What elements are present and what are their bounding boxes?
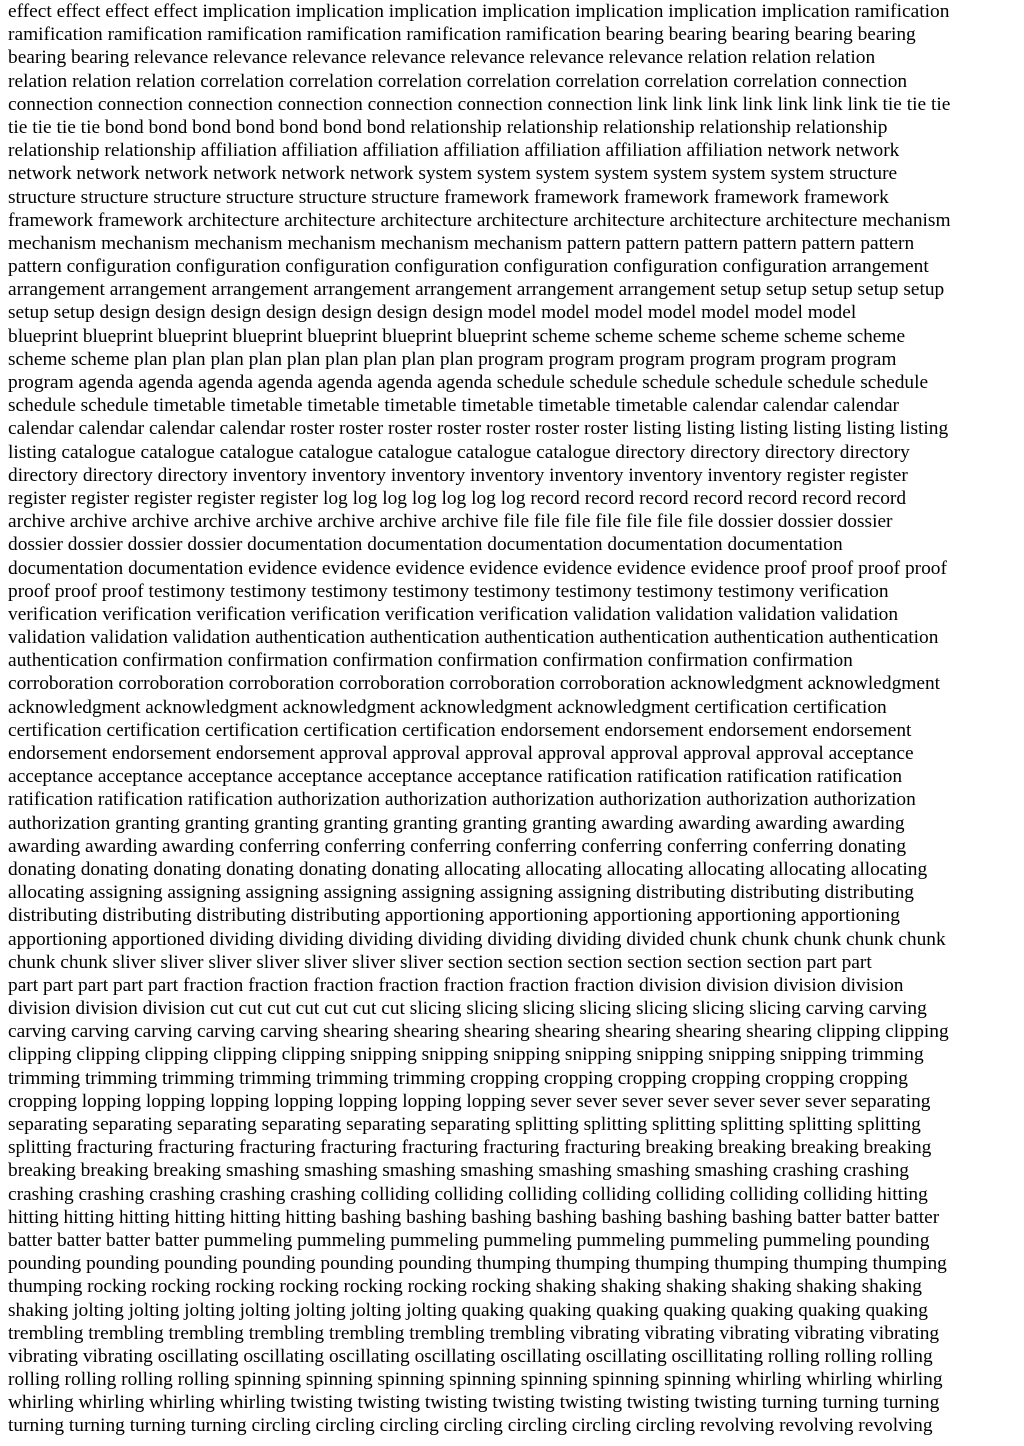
- text-line: mechanism mechanism mechanism mechanism mechanism mechanism pattern pattern pattern pattern pattern pattern: [8, 232, 915, 254]
- text-line: batter batter batter batter pummeling pummeling pummeling pummeling pummeling pummeling pummeling pounding: [8, 1229, 930, 1251]
- text-line: network network network network network network system system system system system system system structure: [8, 163, 898, 185]
- text-line: crashing crashing crashing crashing crashing colliding colliding colliding colliding colliding colliding colliding hitting: [8, 1183, 928, 1205]
- text-line: authorization granting granting granting granting granting granting granting awarding awarding awarding awarding: [8, 812, 905, 834]
- body-text: [8, 0, 1016, 1438]
- text-line: structure structure structure structure structure structure framework framework framework framework framework: [8, 186, 889, 208]
- text-line: bearing bearing relevance relevance relevance relevance relevance relevance relevance relation relation relation: [8, 47, 876, 69]
- text-line: relationship relationship affiliation affiliation affiliation affiliation affiliation affiliation affiliation network network: [8, 140, 900, 162]
- text-line: pounding pounding pounding pounding pounding pounding thumping thumping thumping thumping thumping thumping: [8, 1253, 947, 1275]
- text-line: effect effect effect effect implication implication implication implication implication implication implication ramification: [8, 1, 950, 22]
- text-line: division division division cut cut cut cut cut cut cut slicing slicing slicing slicing slicing slicing slicing carving carving: [8, 998, 927, 1020]
- text-line: arrangement arrangement arrangement arrangement arrangement arrangement arrangement setup setup setup setup setup: [8, 279, 945, 301]
- text-line: apportioning apportioned dividing dividing dividing dividing dividing dividing divided chunk chunk chunk chunk chunk: [8, 928, 946, 950]
- text-line: trembling trembling trembling trembling trembling trembling trembling vibrating vibrating vibrating vibrating vibrating: [8, 1322, 940, 1344]
- text-line: connection connection connection connection connection connection connection link link link link link link link tie tie tie: [8, 93, 951, 115]
- text-line: setup setup design design design design design design design model model model model model model model: [8, 302, 857, 324]
- text-line: rolling rolling rolling rolling spinning spinning spinning spinning spinning spinning spinning whirling whirling whirling: [8, 1369, 943, 1391]
- text-line: archive archive archive archive archive archive archive archive file file file file file file file dossier dossier dossier: [8, 511, 893, 533]
- text-line: hitting hitting hitting hitting hitting hitting bashing bashing bashing bashing bashing bashing bashing batter batter batter: [8, 1206, 940, 1228]
- text-line: whirling whirling whirling whirling twisting twisting twisting twisting twisting twisting twisting turning turning turning: [8, 1392, 940, 1414]
- text-line: validation validation validation authentication authentication authentication authentication authentication authentication: [8, 627, 939, 649]
- text-line: cropping lopping lopping lopping lopping lopping lopping lopping sever sever sever sever sever sever sever separating: [8, 1090, 931, 1112]
- text-line: endorsement endorsement endorsement approval approval approval approval approval approval approval acceptance: [8, 743, 914, 764]
- text-line: awarding awarding awarding conferring conferring conferring conferring conferring conferring conferring donating: [8, 835, 907, 857]
- text-line: schedule schedule timetable timetable timetable timetable timetable timetable timetable calendar calendar calendar: [8, 395, 900, 417]
- text-line: allocating assigning assigning assigning assigning assigning assigning assigning distributing distributing distributing: [8, 882, 914, 904]
- text-line: directory directory directory inventory inventory inventory inventory inventory inventory inventory register register: [8, 464, 908, 486]
- text-line: separating separating separating separating separating separating splitting splitting splitting splitting splitting splitting: [8, 1114, 921, 1135]
- text-line: verification verification verification verification verification verification validation validation validation validation: [8, 603, 899, 625]
- text-line: chunk chunk sliver sliver sliver sliver sliver sliver sliver section section section section section section part part: [8, 951, 872, 973]
- text-line: trimming trimming trimming trimming trimming trimming cropping cropping cropping cropping cropping cropping: [8, 1067, 908, 1089]
- text-line: scheme scheme plan plan plan plan plan plan plan plan plan program program program program program program: [8, 348, 897, 370]
- text-line: listing catalogue catalogue catalogue catalogue catalogue catalogue catalogue directory directory directory directory: [8, 441, 910, 463]
- text-line: program agenda agenda agenda agenda agenda agenda agenda schedule schedule schedule schedule schedule schedule: [8, 372, 929, 393]
- text-line: framework framework architecture architecture architecture architecture architecture architecture architecture mechanism: [8, 209, 951, 231]
- text-line: acceptance acceptance acceptance acceptance acceptance acceptance ratification ratification ratification ratification: [8, 766, 903, 788]
- text-line: authentication confirmation confirmation confirmation confirmation confirmation confirmation confirmation: [8, 650, 853, 672]
- text-line: blueprint blueprint blueprint blueprint blueprint blueprint blueprint scheme scheme scheme scheme scheme scheme: [8, 325, 906, 347]
- text-line: certification certification certification certification certification endorsement endorsement endorsement endorsement: [8, 719, 912, 741]
- text-line: distributing distributing distributing distributing apportioning apportioning apportioning apportioning apportioning: [8, 905, 900, 927]
- text-line: acknowledgment acknowledgment acknowledgment acknowledgment acknowledgment certification certification: [8, 696, 887, 718]
- text-line: clipping clipping clipping clipping clipping snipping snipping snipping snipping snipping snipping snipping trimming: [8, 1044, 924, 1066]
- text-line: carving carving carving carving carving shearing shearing shearing shearing shearing shearing shearing clipping clipping: [8, 1021, 949, 1043]
- text-line: shaking jolting jolting jolting jolting jolting jolting jolting quaking quaking quaking quaking quaking quaking quaking: [8, 1299, 928, 1321]
- text-line: register register register register register log log log log log log log record record record record record record record: [8, 487, 907, 509]
- text-line: breaking breaking breaking smashing smashing smashing smashing smashing smashing smashing crashing crashing: [8, 1160, 910, 1182]
- text-line: proof proof proof testimony testimony testimony testimony testimony testimony testimony testimony verification: [8, 580, 889, 602]
- text-line: vibrating vibrating oscillating oscillating oscillating oscillating oscillating oscillating oscillitating rolling rolling rolling: [8, 1345, 933, 1367]
- text-line: donating donating donating donating donating donating allocating allocating allocating allocating allocating allocating: [8, 858, 928, 880]
- text-line: dossier dossier dossier dossier documentation documentation documentation documentation documentation: [8, 534, 843, 556]
- text-line: tie tie tie tie bond bond bond bond bond bond bond relationship relationship relationship relationship relationship: [8, 116, 888, 138]
- text-line: part part part part part fraction fraction fraction fraction fraction fraction fraction division division division division: [8, 974, 904, 996]
- text-line: thumping rocking rocking rocking rocking rocking rocking rocking shaking shaking shaking shaking shaking shaking: [8, 1276, 922, 1298]
- text-line: calendar calendar calendar calendar roster roster roster roster roster roster roster listing listing listing listing listing listing: [8, 418, 949, 440]
- text-line: ramification ramification ramification ramification ramification ramification bearing bearing bearing bearing bearing: [8, 24, 916, 46]
- text-line: ratification ratification ratification authorization authorization authorization authorization authorization authorization: [8, 789, 916, 811]
- text-line: corroboration corroboration corroboration corroboration corroboration corroboration acknowledgment acknowledgment: [8, 673, 941, 695]
- text-line: splitting fracturing fracturing fracturing fracturing fracturing fracturing fracturing breaking breaking breaking breaking: [8, 1137, 932, 1159]
- text-line: turning turning turning turning circling circling circling circling circling circling circling revolving revolving revolving: [8, 1415, 933, 1437]
- text-line: pattern configuration configuration configuration configuration configuration configuration configuration arrangement: [8, 256, 929, 278]
- text-line: documentation documentation evidence evidence evidence evidence evidence evidence evidence proof proof proof proof: [8, 557, 947, 579]
- text-line: relation relation relation correlation correlation correlation correlation correlation correlation correlation connection: [8, 70, 908, 92]
